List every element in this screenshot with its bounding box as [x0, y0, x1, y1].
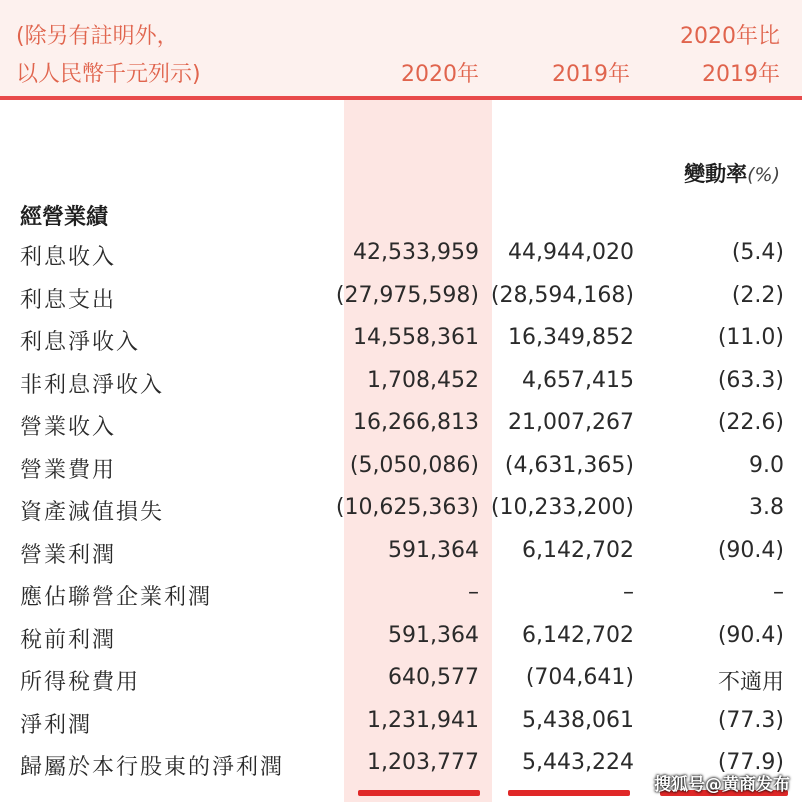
value-change: (90.4): [717, 622, 784, 648]
header-rule: [0, 96, 802, 100]
row-label: 資產減值損失: [20, 500, 165, 525]
value-2019: 4,657,415: [522, 367, 634, 393]
table-row: [0, 704, 802, 746]
value-2020: (27,975,598): [335, 282, 479, 308]
table-row: [0, 364, 802, 406]
row-label: 淨利潤: [20, 712, 93, 738]
column-header-2019: 2019年: [552, 62, 630, 87]
column-header-2020: 2020年: [401, 62, 479, 87]
value-2019: 6,142,702: [522, 622, 634, 648]
value-2020: (5,050,086): [349, 452, 479, 478]
change-rate-header: [684, 158, 780, 188]
value-2020: 640,577: [388, 665, 479, 690]
column-header-change-line1: 2020年比: [680, 24, 780, 49]
row-label: 稅前利潤: [20, 627, 117, 653]
value-change: –: [773, 580, 784, 605]
row-label: 非利息淨收入: [20, 372, 165, 398]
value-2019: (28,594,168): [490, 282, 634, 308]
value-change: 9.0: [749, 452, 784, 478]
watermark: 搜狐号@黄商发布: [654, 775, 790, 795]
row-label: 利息支出: [20, 287, 117, 313]
value-2020: 42,533,959: [353, 240, 479, 265]
table-row: [0, 491, 802, 533]
section-title: 經營業績: [20, 205, 109, 230]
table-row: [0, 279, 802, 321]
value-2020: 1,708,452: [367, 367, 479, 393]
row-label: 利息淨收入: [20, 330, 141, 355]
table-row: [0, 321, 802, 363]
unit-note-line2: 以人民幣千元列示): [16, 62, 201, 87]
value-change: (77.3): [717, 707, 784, 733]
value-change: (2.2): [731, 282, 784, 308]
row-label: 歸屬於本行股東的淨利潤: [20, 755, 285, 780]
value-2020: 591,364: [388, 537, 479, 563]
value-change: (5.4): [731, 240, 784, 265]
row-label: 營業費用: [20, 457, 117, 483]
value-change: 不適用: [717, 670, 784, 695]
table-row: [0, 406, 802, 448]
row-label: 利息收入: [20, 245, 117, 270]
value-change: (11.0): [717, 325, 784, 350]
row-label: 所得稅費用: [20, 670, 141, 695]
value-change: (63.3): [717, 367, 784, 393]
value-change: (90.4): [717, 537, 784, 563]
value-change: (77.9): [717, 750, 784, 775]
unit-note-line1: (除另有註明外，: [16, 24, 179, 49]
value-2019: (704,641): [525, 665, 634, 690]
value-2019: 5,443,224: [522, 750, 634, 775]
table-row: [0, 619, 802, 661]
value-2020: 591,364: [388, 622, 479, 648]
value-2019: (10,233,200): [490, 495, 634, 520]
value-2020: (10,625,363): [335, 495, 479, 520]
value-2020: 16,266,813: [353, 410, 479, 435]
row-label: 營業利潤: [20, 542, 117, 568]
value-2019: 21,007,267: [508, 410, 634, 435]
value-2020: 1,231,941: [367, 707, 479, 733]
table-row: [0, 576, 802, 618]
value-2019: 44,944,020: [508, 240, 634, 265]
change-rate-label: 變動率: [684, 162, 748, 186]
value-change: (22.6): [717, 410, 784, 435]
table-row: [0, 236, 802, 278]
value-2019: 6,142,702: [522, 537, 634, 563]
row-label: 營業收入: [20, 415, 117, 440]
table-row: [0, 534, 802, 576]
value-2019: –: [623, 580, 634, 605]
column-header-change-line2: 2019年: [702, 62, 780, 87]
table-row: [0, 661, 802, 703]
table-row: [0, 449, 802, 491]
value-2020: –: [468, 580, 479, 605]
value-2020: 14,558,361: [353, 325, 479, 350]
value-2019: 5,438,061: [522, 707, 634, 733]
change-rate-unit: (%): [747, 164, 780, 186]
value-change: 3.8: [749, 495, 784, 520]
underline-2020: [358, 790, 480, 796]
value-2019: (4,631,365): [504, 452, 634, 478]
value-2019: 16,349,852: [508, 325, 634, 350]
underline-2019: [508, 790, 630, 796]
value-2020: 1,203,777: [367, 750, 479, 775]
row-label: 應佔聯營企業利潤: [20, 585, 213, 610]
